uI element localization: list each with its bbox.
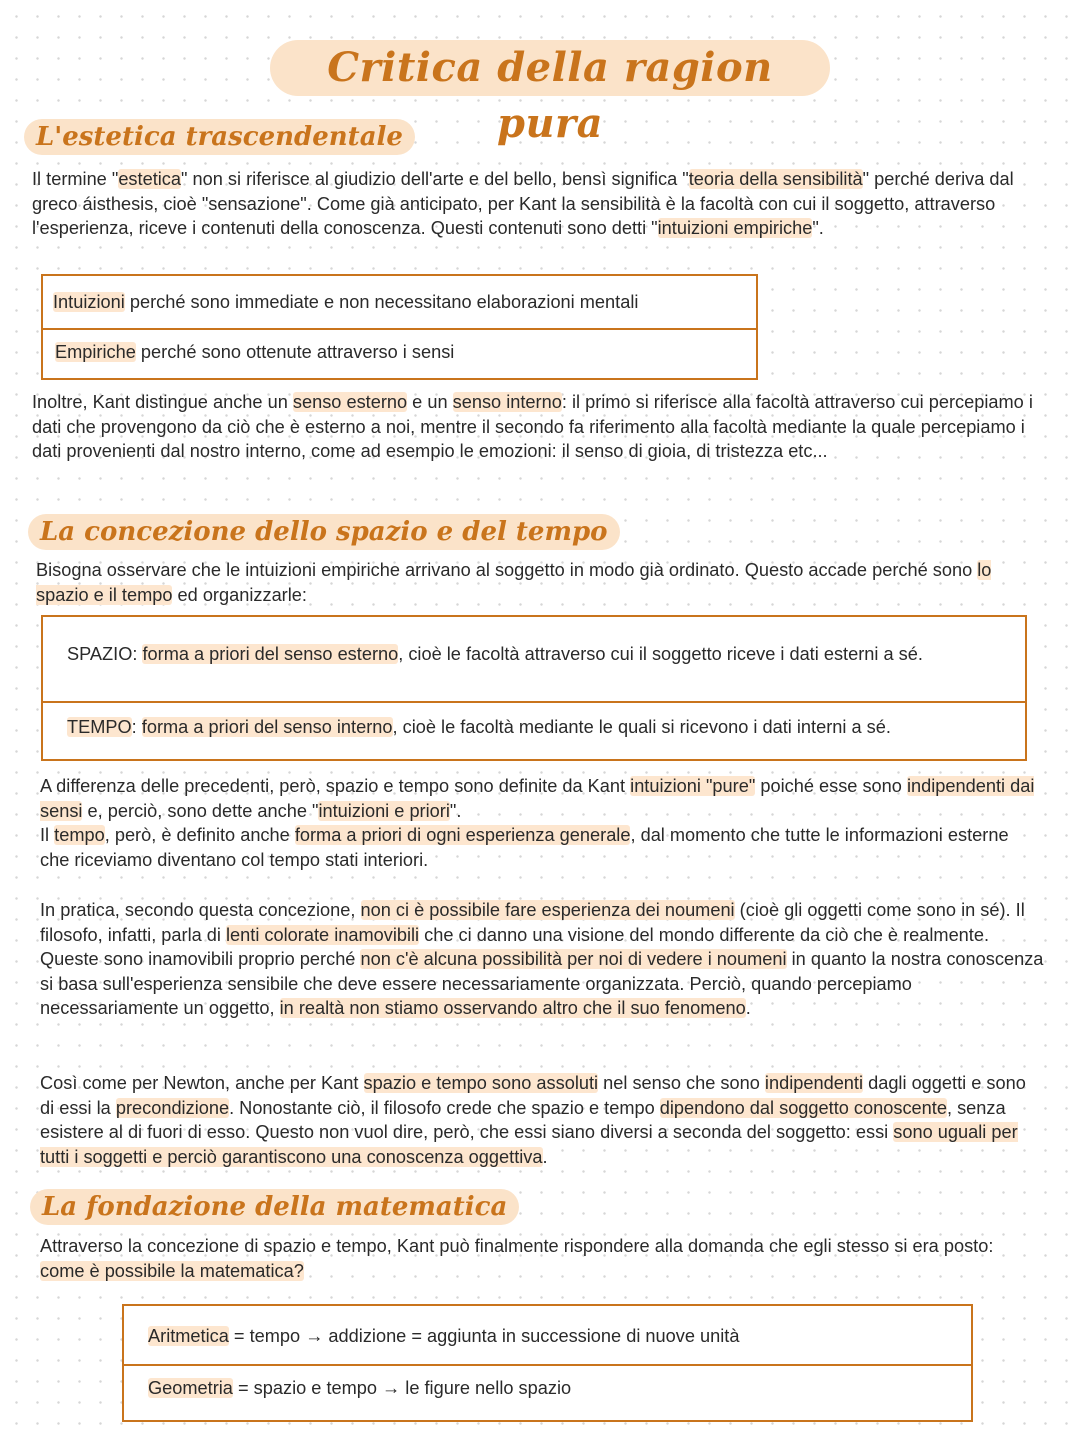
text-segment: A differenza delle precedenti, però, spazio e tempo sono definite da Kant <box>40 776 631 796</box>
text-segment: : <box>131 717 142 737</box>
section-heading-spazio-tempo: La concezione dello spazio e del tempo <box>28 514 620 550</box>
paragraph-estetica-intro <box>32 167 1032 241</box>
text-segment: ed organizzarle: <box>172 584 307 605</box>
text-segment: Il <box>40 825 55 845</box>
highlighted-text: Intuizioni <box>53 292 125 312</box>
text-segment: In pratica, secondo questa concezione, <box>40 900 361 920</box>
highlighted-text: TEMPO <box>67 717 132 737</box>
spazio-tempo-table <box>41 615 1027 761</box>
table-row <box>43 328 756 378</box>
table-row <box>43 701 1025 759</box>
table-row <box>124 1364 971 1420</box>
text-segment: : il primo si riferisce alla facoltà attraverso cui percepiamo i dati che provengono da ciò che è esterno a noi, mentre il secondo fa riferimento alla facoltà mediante la quale percepiamo i dati provenienti dal nostro interno, come ad esempio le emozioni: il senso di gioia, di tristezza etc... <box>32 392 1033 461</box>
text-segment: SPAZIO <box>67 644 133 664</box>
highlighted-text: tempo <box>54 825 105 845</box>
text-segment: = spazio e tempo → le figure nello spazio <box>232 1378 572 1398</box>
text-segment: perché sono immediate e non necessitano elaborazioni mentali <box>124 292 639 312</box>
highlighted-text: senso esterno <box>292 392 408 412</box>
highlighted-text: lo spazio e il tempo <box>36 560 992 605</box>
paragraph-ordinamento <box>36 558 1026 607</box>
text-segment: , cioè le facoltà mediante le quali si ricevono i dati interni a sé. <box>392 717 891 737</box>
highlighted-text: intuizioni e priori <box>318 800 450 821</box>
intuizioni-table <box>41 274 758 380</box>
highlighted-text: precondizione <box>115 1097 230 1118</box>
text-segment: e un <box>407 392 453 412</box>
matematica-table <box>122 1304 973 1422</box>
highlighted-text: Aritmetica <box>148 1326 229 1346</box>
text-segment: ". <box>812 218 824 238</box>
text-segment: . <box>542 1146 548 1167</box>
highlighted-text: sono uguali per tutti i soggetti e perciò garantiscono una conoscenza oggettiva <box>40 1122 1018 1167</box>
paragraph-sensi <box>32 390 1042 464</box>
text-segment: perché sono ottenute attraverso i sensi <box>135 342 455 362</box>
highlighted-text: forma a priori del senso interno <box>141 717 393 737</box>
text-segment: , però, è definito anche <box>104 825 295 845</box>
highlighted-text: in realtà non stiamo osservando altro che il suo fenomeno <box>279 998 746 1018</box>
text-segment: ". <box>449 800 462 821</box>
highlighted-text: lenti colorate inamovibili <box>226 924 420 945</box>
text-segment: e, perciò, sono dette anche " <box>82 800 319 821</box>
table-row <box>43 617 1025 701</box>
section-heading-matematica: La fondazione della matematica <box>30 1189 519 1225</box>
paragraph-tempo <box>40 823 1040 872</box>
table-row <box>43 276 756 328</box>
highlighted-text: indipendenti dai sensi <box>40 776 1035 821</box>
highlighted-text: intuizioni "pure" <box>630 776 756 796</box>
highlighted-text: forma a priori di ogni esperienza generale <box>294 825 631 845</box>
text-segment: " perché deriva dal greco áisthesis, cioè "sensazione". Come già anticipato, per Kant la sensibilità è la facoltà con cui il soggetto, attraverso l'esperienza, riceve i contenuti della conoscenza. Questi contenuti sono detti " <box>32 169 1014 238</box>
paragraph-newton <box>40 1071 1040 1169</box>
paragraph-matematica <box>40 1234 1040 1283</box>
highlighted-text: spazio e tempo sono assoluti <box>363 1073 599 1093</box>
text-segment: = tempo → addizione = aggiunta in successione di nuove unità <box>228 1326 740 1346</box>
text-segment: poiché esse sono <box>755 776 907 796</box>
highlighted-text: intuizioni empiriche <box>657 218 813 238</box>
text-segment: Il termine " <box>32 169 119 189</box>
text-segment: . <box>745 998 751 1018</box>
paragraph-noumeni <box>40 898 1045 1021</box>
text-segment: che ci danno una visione del mondo differente da ciò che è realmente. Queste sono inamovibili proprio perché <box>40 924 990 969</box>
text-segment: , senza esistere al di fuori di esso. Questo non vuol dire, però, che essi siano diversi a seconda del soggetto: essi <box>40 1097 1006 1142</box>
text-segment: Così come per Newton, anche per Kant <box>40 1073 364 1093</box>
highlighted-text: Geometria <box>148 1378 233 1398</box>
highlighted-text: senso interno <box>452 392 562 412</box>
section-heading-estetica: L'estetica trascendentale <box>24 119 415 155</box>
highlighted-text: non ci è possibile fare esperienza dei noumeni <box>360 900 735 920</box>
highlighted-text: Empiriche <box>55 342 136 362</box>
text-segment: " non si riferisce al giudizio dell'arte e del bello, bensì significa " <box>181 169 689 189</box>
text-segment: in quanto la nostra conoscenza si basa sull'esperienza sensibile che deve essere necessariamente organizzata. Perciò, quando percepiamo necessariamente un oggetto, <box>40 949 1044 1018</box>
highlighted-text: indipendenti <box>764 1073 864 1093</box>
text-segment: : <box>132 644 143 664</box>
text-segment: , dal momento che tutte le informazioni esterne che riceviamo diventano col tempo stati interiori. <box>40 825 1009 870</box>
table-row <box>124 1306 971 1364</box>
highlighted-text: forma a priori del senso esterno <box>142 644 399 664</box>
highlighted-text: non c'è alcuna possibilità per noi di vedere i noumeni <box>360 949 787 969</box>
text-segment: nel senso che sono <box>598 1073 765 1093</box>
text-segment: Inoltre, Kant distingue anche un <box>32 392 293 412</box>
text-segment: dagli oggetti e sono di essi la <box>40 1073 1026 1118</box>
page-title: Critica della ragion pura <box>270 40 830 96</box>
highlighted-text: estetica <box>118 169 181 189</box>
text-segment: (cioè gli oggetti come sono in sé). Il filosofo, infatti, parla di <box>40 900 1025 945</box>
text-segment: . Nonostante ciò, il filosofo crede che spazio e tempo <box>229 1097 660 1118</box>
paragraph-intuizioni-pure <box>40 774 1040 823</box>
text-segment: Bisogna osservare che le intuizioni empiriche arrivano al soggetto in modo già ordinato. Questo accade perché sono <box>36 560 978 580</box>
text-segment: , cioè le facoltà attraverso cui il soggetto riceve i dati esterni a sé. <box>398 644 923 664</box>
highlighted-text: dipendono dal soggetto conoscente <box>659 1097 947 1118</box>
highlighted-text: teoria della sensibilità <box>688 169 863 189</box>
text-segment: Attraverso la concezione di spazio e tempo, Kant può finalmente rispondere alla domanda che egli stesso si era posto: <box>40 1236 994 1256</box>
highlighted-text: come è possibile la matematica? <box>40 1260 304 1281</box>
